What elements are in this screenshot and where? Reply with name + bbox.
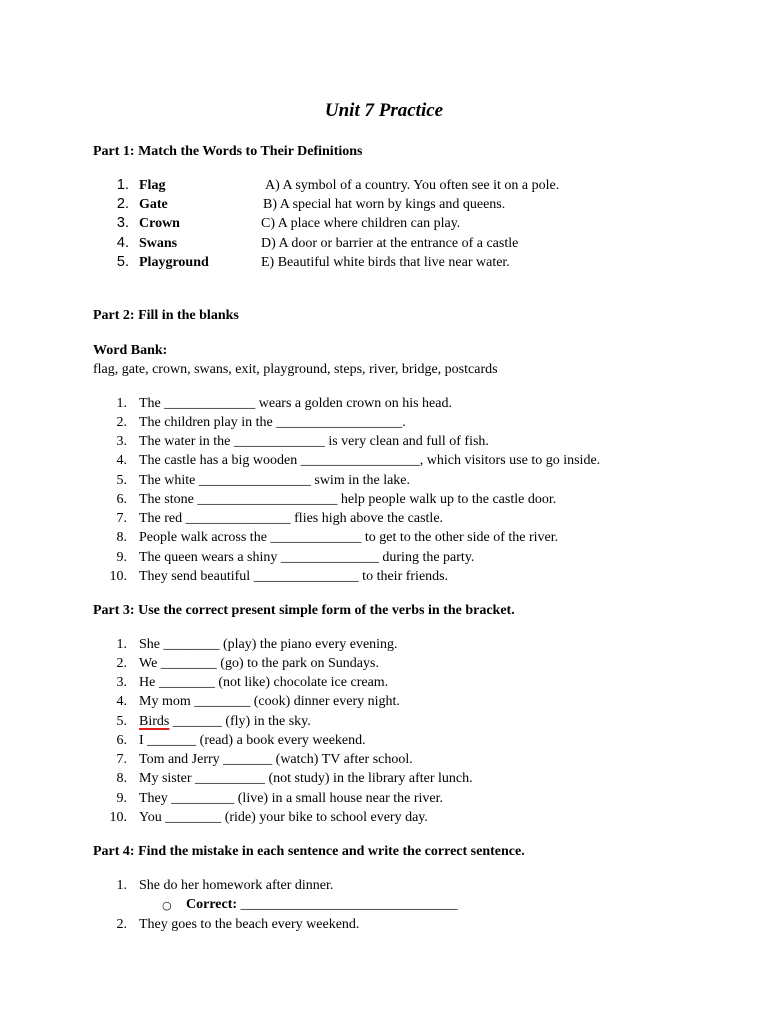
part1-item-4-definition: D) A door or barrier at the entrance of a castle [261,236,519,251]
part3-item-10-number: 10. [109,810,127,825]
word-bank-label: Word Bank: [93,343,168,358]
part3-item-9-text: They _________ (live) in a small house near the river. [139,791,444,806]
part1-item-1-number: 1. [116,177,129,193]
part1-heading: Part 1: Match the Words to Their Definitions [93,144,363,159]
part3-item-7-text: Tom and Jerry _______ (watch) TV after school. [139,752,413,767]
part4-item-2-number: 2. [116,917,127,932]
spellcheck-flagged-word[interactable]: Birds [139,714,170,729]
part3-item-2-text: We ________ (go) to the park on Sundays. [139,656,379,671]
part2-item-10-text: They send beautiful _______________ to their friends. [139,569,449,584]
part1-item-2-definition: B) A special hat worn by kings and queens. [263,197,506,212]
part2-item-3-text: The water in the _____________ is very clean and full of fish. [139,434,489,449]
part1-item-3-number: 3. [116,215,129,231]
part2-item-10-number: 10. [109,569,127,584]
part3-item-4-text: My mom ________ (cook) dinner every night. [139,694,400,709]
part2-item-4-text: The castle has a big wooden _________________, which visitors use to go inside. [139,453,601,468]
part3-heading: Part 3: Use the correct present simple form of the verbs in the bracket. [93,603,515,618]
part2-item-2-text: The children play in the __________________. [139,415,406,430]
page-title: Unit 7 Practice [324,100,444,121]
part1-item-5-number: 5. [116,254,129,270]
part4-heading: Part 4: Find the mistake in each sentence and write the correct sentence. [93,844,525,859]
part3-item-7-number: 7. [116,752,127,767]
part2-item-5-text: The white ________________ swim in the lake. [139,473,411,488]
part1-item-5-definition: E) Beautiful white birds that live near water. [261,255,510,270]
part2-item-2-number: 2. [116,415,127,430]
part2-item-4-number: 4. [116,453,127,468]
part3-item-5-line [139,714,311,730]
part1-item-5-word: Playground [139,255,209,270]
part4-item-2-text: They goes to the beach every weekend. [139,917,360,932]
part2-item-7-number: 7. [116,511,127,526]
part3-item-3-text: He ________ (not like) chocolate ice cream. [139,675,389,690]
part3-item-5-text: _______ (fly) in the sky. [169,714,311,729]
part2-item-8-text: People walk across the _____________ to get to the other side of the river. [139,530,559,545]
part3-item-6-text: I _______ (read) a book every weekend. [139,733,366,748]
part4-item-1-number: 1. [116,878,127,893]
part3-item-3-number: 3. [116,675,127,690]
part1-item-3-definition: C) A place where children can play. [261,216,461,231]
part3-item-2-number: 2. [116,656,127,671]
part1-item-1-definition: A) A symbol of a country. You often see it on a pole. [265,178,560,193]
part2-item-9-number: 9. [116,550,127,565]
part2-item-3-number: 3. [116,434,127,449]
part3-item-10-text: You ________ (ride) your bike to school every day. [139,810,428,825]
part3-item-5-number: 5. [116,714,127,729]
correct-label: Correct: [186,897,238,912]
hollow-bullet-icon: ○ [162,899,172,912]
part1-item-1-word: Flag [139,178,166,193]
part3-item-4-number: 4. [116,694,127,709]
part1-item-2-word: Gate [139,197,168,212]
part2-item-5-number: 5. [116,473,127,488]
part4-item-1-text: She do her homework after dinner. [139,878,334,893]
correct-answer-blank: _______________________________ [237,897,458,912]
part3-item-1-text: She ________ (play) the piano every evening. [139,637,398,652]
part3-item-9-number: 9. [116,791,127,806]
part2-item-7-text: The red _______________ flies high above the castle. [139,511,444,526]
part2-item-6-number: 6. [116,492,127,507]
part3-item-6-number: 6. [116,733,127,748]
part4-item-1-correct-line [186,897,458,913]
part2-item-8-number: 8. [116,530,127,545]
part3-item-8-text: My sister __________ (not study) in the library after lunch. [139,771,473,786]
part3-item-1-number: 1. [116,637,127,652]
part1-item-4-number: 4. [116,235,129,251]
part1-item-4-word: Swans [139,236,178,251]
part1-item-2-number: 2. [116,196,129,212]
part2-heading: Part 2: Fill in the blanks [93,308,239,323]
part2-item-1-text: The _____________ wears a golden crown on his head. [139,396,452,411]
part2-item-1-number: 1. [116,396,127,411]
part2-item-9-text: The queen wears a shiny ______________ during the party. [139,550,475,565]
part2-item-6-text: The stone ____________________ help people walk up to the castle door. [139,492,557,507]
word-bank-list: flag, gate, crown, swans, exit, playground, steps, river, bridge, postcards [93,362,498,377]
part1-item-3-word: Crown [139,216,180,231]
part3-item-8-number: 8. [116,771,127,786]
